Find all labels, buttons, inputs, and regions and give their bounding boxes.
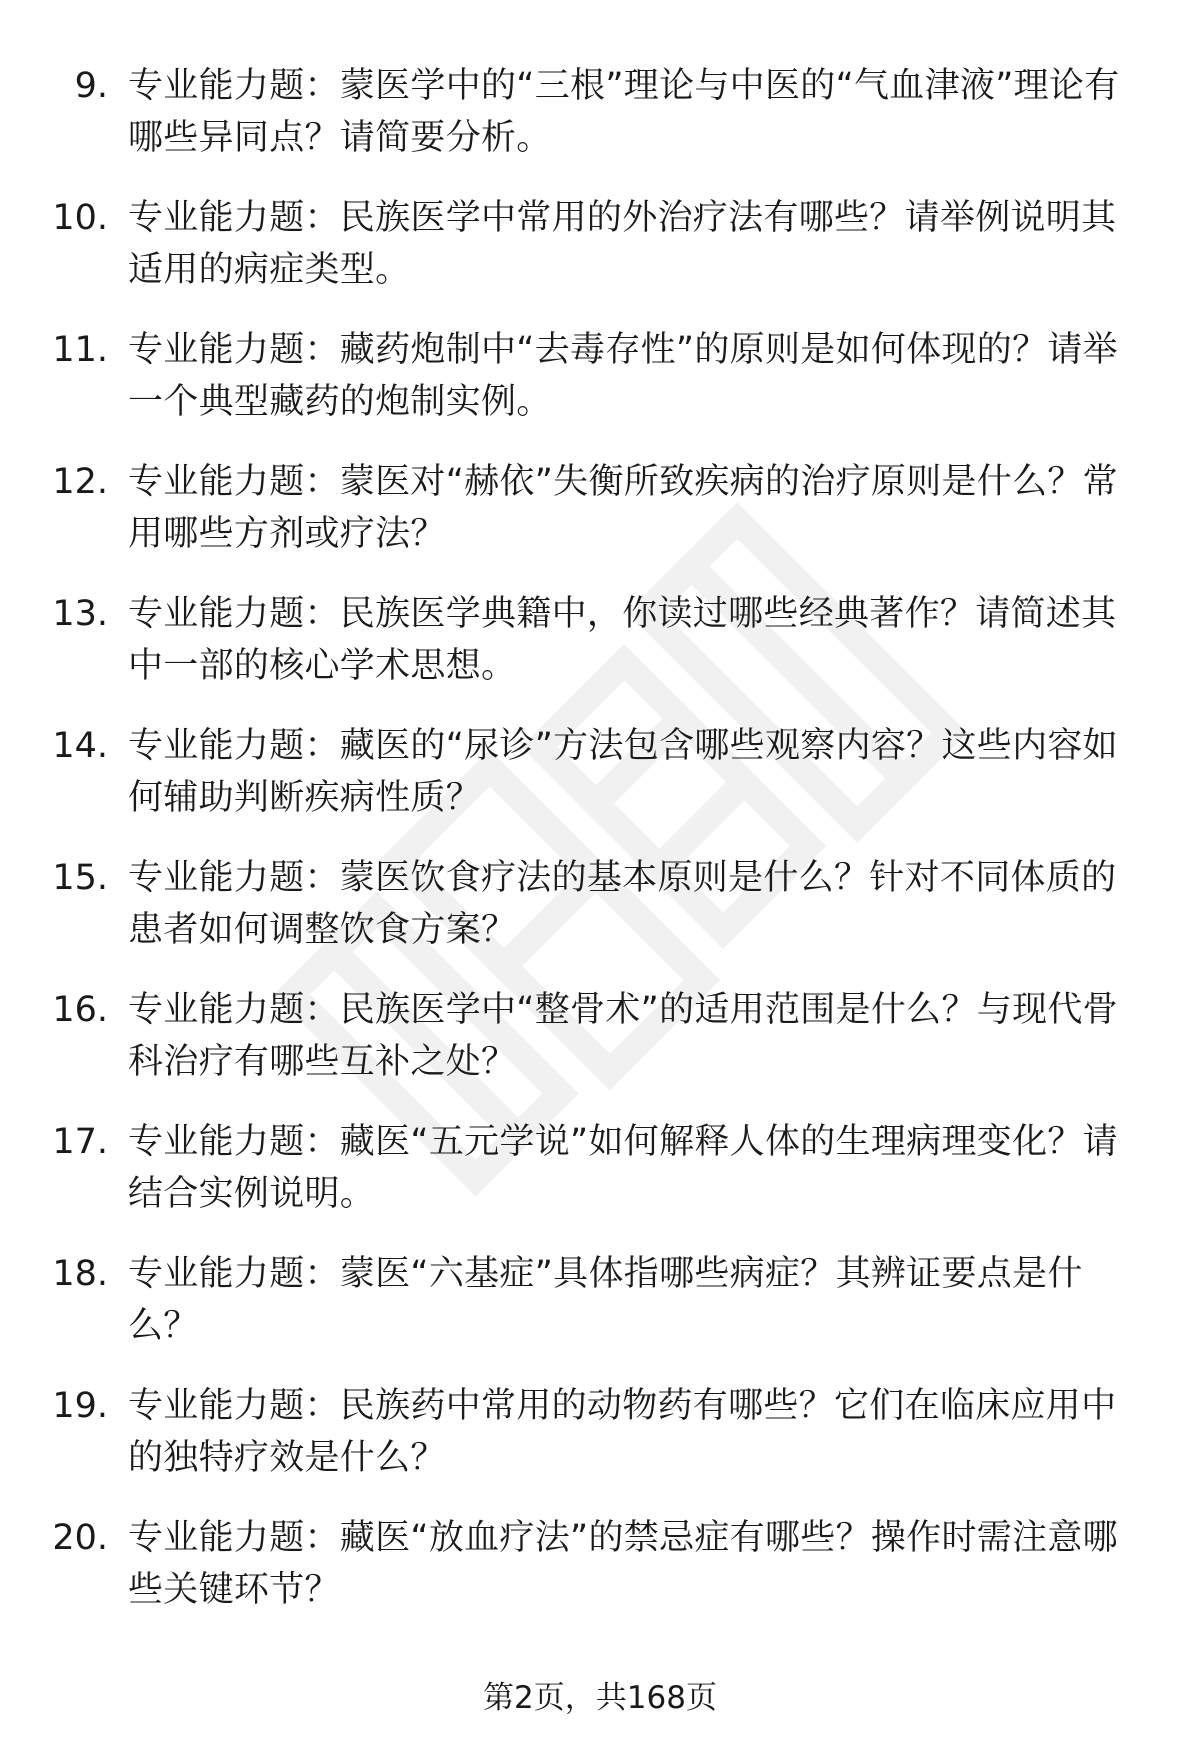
question-item — [0, 984, 1200, 1116]
page-footer: 第2页，共168页 — [483, 1680, 717, 1716]
question-item — [0, 324, 1200, 456]
question-text: 专业能力题：蒙医“六基症”具体指哪些病症？其辨证要点是什么？ — [128, 1254, 1083, 1346]
question-item — [0, 720, 1200, 852]
question-item — [0, 1116, 1200, 1248]
question-text: 专业能力题：民族医学中“整骨术”的适用范围是什么？与现代骨科治疗有哪些互补之处？ — [128, 990, 1118, 1082]
question-number: 17. — [52, 1122, 108, 1162]
question-text: 专业能力题：蒙医饮食疗法的基本原则是什么？针对不同体质的患者如何调整饮食方案？ — [128, 858, 1117, 950]
question-number: 11. — [52, 330, 108, 370]
question-text: 专业能力题：藏医“放血疗法”的禁忌症有哪些？操作时需注意哪些关键环节？ — [128, 1518, 1118, 1610]
question-text: 专业能力题：蒙医学中的“三根”理论与中医的“气血津液”理论有哪些异同点？请简要分析。 — [128, 66, 1120, 158]
question-number: 10. — [52, 198, 108, 238]
question-number: 14. — [52, 726, 108, 766]
question-number: 19. — [52, 1386, 108, 1426]
question-text: 专业能力题：民族药中常用的动物药有哪些？它们在临床应用中的独特疗效是什么？ — [128, 1386, 1117, 1478]
question-item — [0, 192, 1200, 324]
question-text: 专业能力题：蒙医对“赫依”失衡所致疾病的治疗原则是什么？常用哪些方剂或疗法？ — [128, 462, 1118, 554]
question-number: 18. — [52, 1254, 108, 1294]
question-item — [0, 588, 1200, 720]
question-number: 20. — [52, 1518, 108, 1558]
question-text: 专业能力题：藏医“五元学说”如何解释人体的生理病理变化？请结合实例说明。 — [128, 1122, 1118, 1214]
question-item — [0, 1380, 1200, 1512]
question-number: 16. — [52, 990, 108, 1030]
question-item — [0, 852, 1200, 984]
question-text: 专业能力题：民族医学典籍中，你读过哪些经典著作？请简述其中一部的核心学术思想。 — [128, 594, 1117, 686]
question-list — [0, 60, 1200, 1644]
question-text: 专业能力题：藏医的“尿诊”方法包含哪些观察内容？这些内容如何辅助判断疾病性质？ — [128, 726, 1118, 818]
question-item — [0, 1512, 1200, 1644]
question-item — [0, 60, 1200, 192]
question-item — [0, 1248, 1200, 1380]
question-number: 9. — [74, 66, 108, 106]
question-text: 专业能力题：藏药炮制中“去毒存性”的原则是如何体现的？请举一个典型藏药的炮制实例。 — [128, 330, 1118, 422]
question-text: 专业能力题：民族医学中常用的外治疗法有哪些？请举例说明其适用的病症类型。 — [128, 198, 1117, 290]
question-number: 13. — [52, 594, 108, 634]
question-item — [0, 456, 1200, 588]
question-number: 15. — [52, 858, 108, 898]
question-number: 12. — [52, 462, 108, 502]
